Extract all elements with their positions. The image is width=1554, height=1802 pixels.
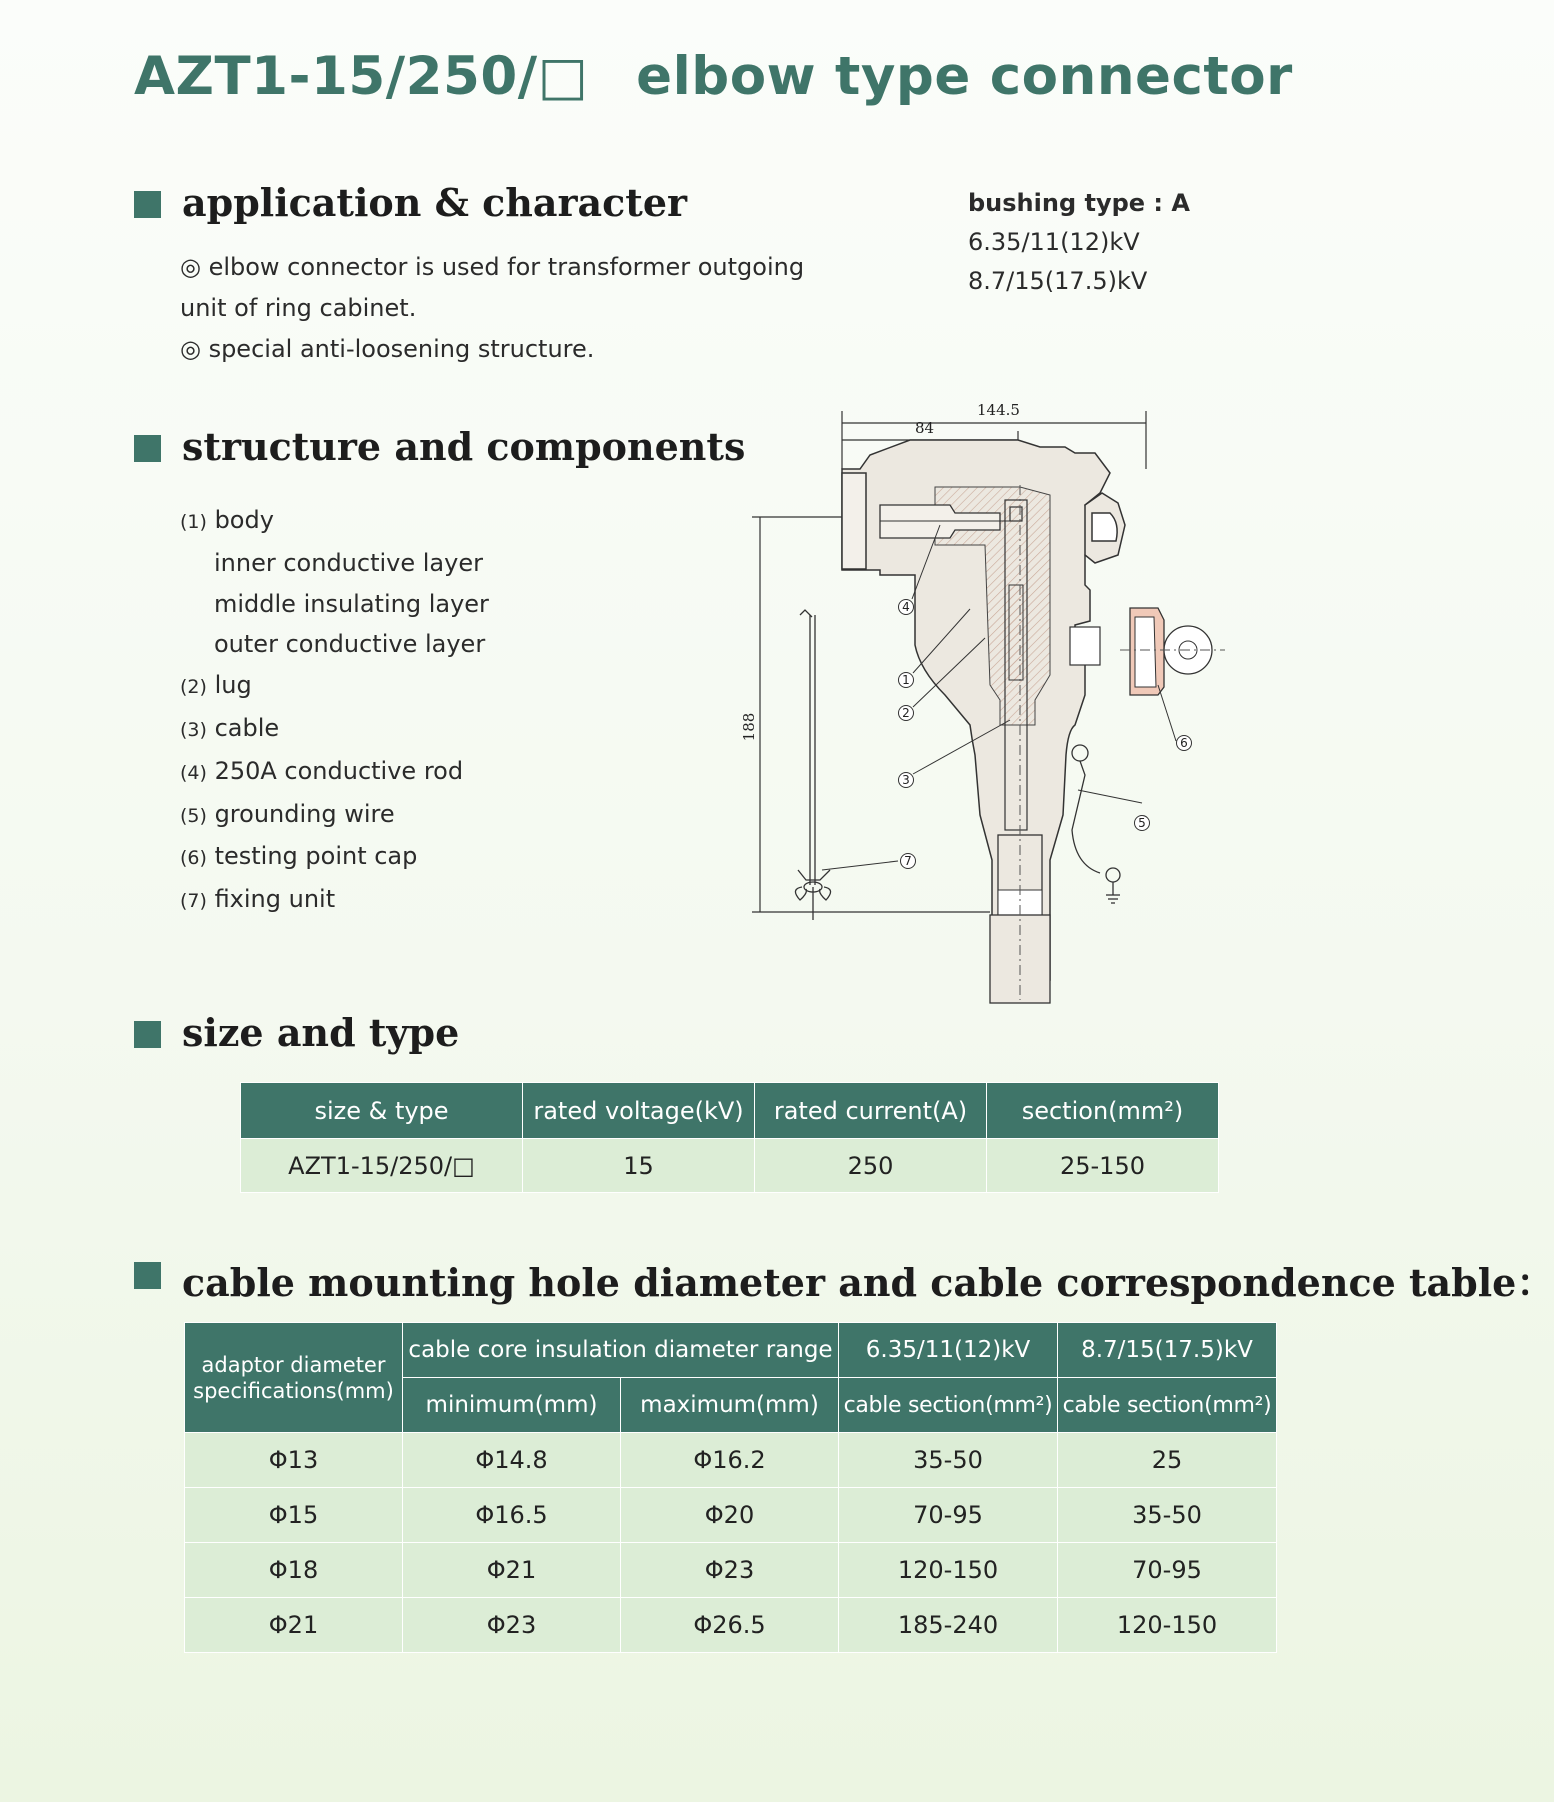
dim-height-label: 188 bbox=[740, 712, 758, 742]
bushing-voltage: 8.7/15(17.5)kV bbox=[968, 267, 1148, 295]
table-cell: Φ26.5 bbox=[621, 1598, 839, 1653]
fixing-unit bbox=[795, 610, 830, 920]
table-row bbox=[185, 1488, 1277, 1543]
table-row bbox=[185, 1433, 1277, 1488]
table-cell: Φ13 bbox=[185, 1433, 403, 1488]
table-header: cable section(mm²) bbox=[1058, 1378, 1277, 1433]
bushing-info bbox=[968, 184, 1190, 301]
table-cell: Φ23 bbox=[621, 1543, 839, 1598]
title-name: elbow type connector bbox=[636, 46, 1293, 107]
front-flange bbox=[842, 473, 866, 569]
section-heading-cable: cable mounting hole diameter and cable correspondence table： bbox=[182, 1260, 1554, 1305]
table-cell: 250 bbox=[755, 1139, 987, 1193]
table-header: cable section(mm²) bbox=[839, 1378, 1058, 1433]
elbow-connector-drawing bbox=[730, 395, 1250, 1005]
table-cell: 25-150 bbox=[987, 1139, 1219, 1193]
table-row bbox=[241, 1139, 1219, 1193]
dim-total-label: 144.5 bbox=[977, 401, 1020, 419]
application-line: ◎ elbow connector is used for transformer outgoing bbox=[180, 253, 805, 281]
table-header-row bbox=[241, 1083, 1219, 1139]
section-marker bbox=[134, 191, 161, 218]
table-cell: Φ21 bbox=[403, 1543, 621, 1598]
component-item: (7) fixing unit bbox=[180, 885, 336, 914]
table-cell: Φ16.5 bbox=[403, 1488, 621, 1543]
callout-5: 5 bbox=[1138, 816, 1146, 830]
section-marker bbox=[134, 1021, 161, 1048]
table-cell: Φ14.8 bbox=[403, 1433, 621, 1488]
cable-correspondence-table bbox=[184, 1322, 1277, 1653]
table-cell: 185-240 bbox=[839, 1598, 1058, 1653]
title-model: AZT1-15/250/□ bbox=[134, 46, 589, 107]
table-cell: 120-150 bbox=[839, 1543, 1058, 1598]
table-cell: Φ21 bbox=[185, 1598, 403, 1653]
table-header: adaptor diameter specifications(mm) bbox=[185, 1323, 403, 1433]
table-cell: Φ16.2 bbox=[621, 1433, 839, 1488]
component-item: (5) grounding wire bbox=[180, 799, 395, 828]
table-cell: Φ15 bbox=[185, 1488, 403, 1543]
size-type-table bbox=[240, 1082, 1219, 1193]
component-subitem: middle insulating layer bbox=[214, 589, 489, 618]
table-header: rated current(A) bbox=[755, 1083, 987, 1139]
table-cell: Φ20 bbox=[621, 1488, 839, 1543]
table-header: 6.35/11(12)kV bbox=[839, 1323, 1058, 1378]
bushing-type: bushing type : A bbox=[968, 189, 1190, 217]
callout-4: 4 bbox=[902, 600, 910, 614]
table-cell: Φ18 bbox=[185, 1543, 403, 1598]
callout-6: 6 bbox=[1180, 736, 1188, 750]
table-row bbox=[185, 1543, 1277, 1598]
component-subitem: outer conductive layer bbox=[214, 630, 486, 659]
table-header: size & type bbox=[241, 1083, 523, 1139]
component-item: (3) cable bbox=[180, 713, 280, 742]
callout-1: 1 bbox=[902, 673, 910, 687]
component-item: (6) testing point cap bbox=[180, 842, 418, 871]
table-header: cable core insulation diameter range bbox=[403, 1323, 839, 1378]
component-item: (4) 250A conductive rod bbox=[180, 756, 464, 785]
lifting-eye-hole bbox=[1092, 513, 1117, 541]
table-header: rated voltage(kV) bbox=[523, 1083, 755, 1139]
page-title bbox=[134, 46, 1293, 107]
table-cell: 35-50 bbox=[839, 1433, 1058, 1488]
bushing-voltage: 6.35/11(12)kV bbox=[968, 228, 1140, 256]
dim-partial-label: 84 bbox=[915, 419, 935, 437]
table-cell: 35-50 bbox=[1058, 1488, 1277, 1543]
section-heading-size: size and type bbox=[182, 1010, 460, 1055]
application-text bbox=[180, 247, 804, 370]
table-header: minimum(mm) bbox=[403, 1378, 621, 1433]
table-header: maximum(mm) bbox=[621, 1378, 839, 1433]
table-header-row bbox=[185, 1323, 1277, 1378]
table-header: section(mm²) bbox=[987, 1083, 1219, 1139]
callout-7: 7 bbox=[904, 854, 912, 868]
application-line: ◎ special anti-loosening structure. bbox=[180, 335, 595, 363]
table-header: 8.7/15(17.5)kV bbox=[1058, 1323, 1277, 1378]
component-item: (2) lug bbox=[180, 671, 252, 700]
table-cell: 15 bbox=[523, 1139, 755, 1193]
table-cell: 70-95 bbox=[839, 1488, 1058, 1543]
section-heading-application: application & character bbox=[182, 180, 688, 225]
component-list bbox=[180, 500, 489, 922]
table-cell: Φ23 bbox=[403, 1598, 621, 1653]
table-cell: 25 bbox=[1058, 1433, 1277, 1488]
callout-2: 2 bbox=[902, 706, 910, 720]
callout-3: 3 bbox=[902, 773, 910, 787]
table-cell: 70-95 bbox=[1058, 1543, 1277, 1598]
section-heading-structure: structure and components bbox=[182, 424, 746, 469]
table-cell: 120-150 bbox=[1058, 1598, 1277, 1653]
table-row bbox=[185, 1598, 1277, 1653]
grounding-wire bbox=[1072, 745, 1120, 903]
application-line: unit of ring cabinet. bbox=[180, 294, 417, 322]
section-marker bbox=[134, 1262, 161, 1289]
component-subitem: inner conductive layer bbox=[214, 548, 483, 577]
table-cell: AZT1-15/250/□ bbox=[241, 1139, 523, 1193]
component-item: (1) body bbox=[180, 506, 274, 534]
section-marker bbox=[134, 435, 161, 462]
